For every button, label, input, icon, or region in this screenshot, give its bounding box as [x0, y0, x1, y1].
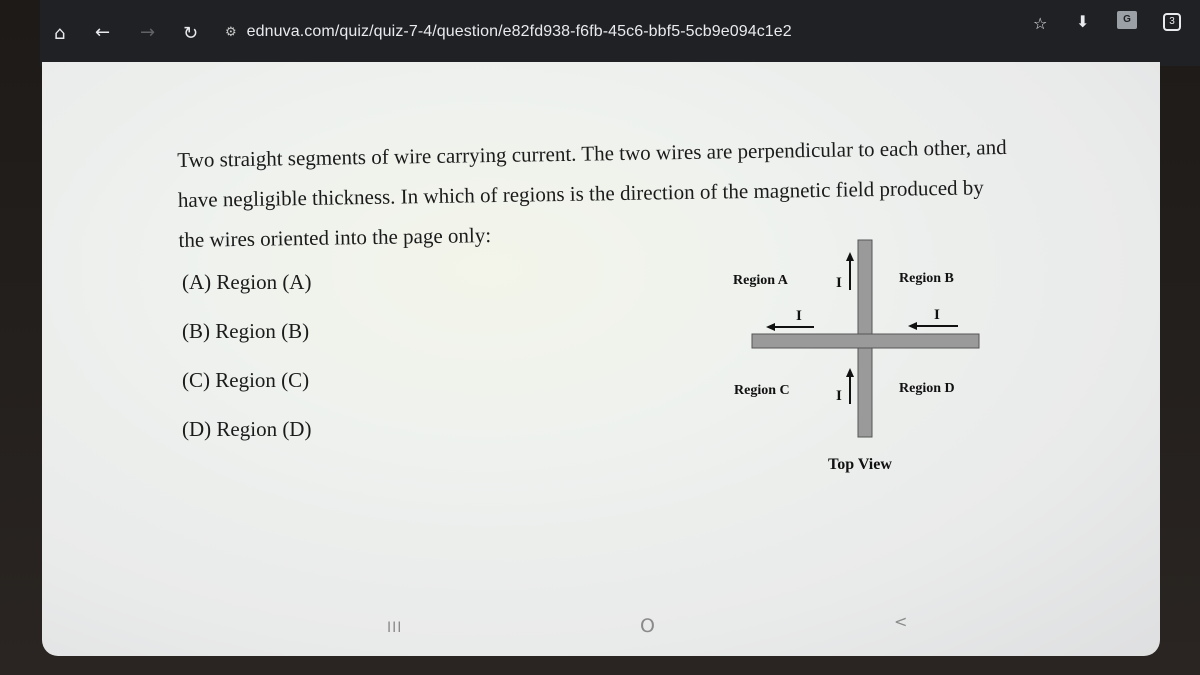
back-arrow-icon[interactable]: ← — [95, 22, 111, 43]
tab-switcher-button[interactable]: 3 — [1163, 13, 1181, 31]
option-d[interactable]: (D) Region (D) — [182, 417, 312, 441]
translate-icon[interactable]: G — [1117, 11, 1137, 29]
wire-diagram — [722, 232, 1042, 482]
region-d-label: Region D — [899, 381, 955, 396]
left-arrow-icon — [908, 322, 958, 330]
home-nav-icon[interactable]: O — [640, 615, 655, 637]
url-text[interactable]: ednuva.com/quiz/quiz-7-4/question/e82fd938-f6fb-45c6-bbf5-5cb9e094c1e2 — [246, 23, 792, 40]
bookmark-star-icon[interactable]: ☆ — [1033, 14, 1048, 33]
option-c[interactable]: (C) Region (C) — [182, 368, 310, 392]
back-nav-icon[interactable]: < — [894, 612, 908, 631]
answer-options — [182, 270, 311, 466]
horizontal-wire — [752, 334, 979, 348]
region-b-label: Region B — [899, 271, 954, 286]
up-arrow-icon — [846, 252, 854, 290]
current-label-left: I — [796, 308, 802, 324]
download-icon[interactable]: ⬇ — [1076, 12, 1090, 31]
region-c-label: Region C — [734, 383, 790, 398]
question-text: Two straight segments of wire carrying current. The two wires are perpendicular to each other, and have negligible thickness. In which of regions is the direction of the magnetic field produced by the wires oriented into the page only: — [177, 134, 1007, 252]
option-a[interactable]: (A) Region (A) — [182, 270, 312, 294]
recents-icon[interactable]: III — [387, 620, 403, 636]
quiz-page — [42, 62, 1160, 656]
region-a-label: Region A — [733, 273, 788, 288]
left-arrow-icon — [766, 323, 814, 331]
browser-toolbar — [40, 0, 1200, 66]
reload-icon[interactable]: ↻ — [183, 23, 199, 44]
option-b[interactable]: (B) Region (B) — [182, 319, 310, 343]
forward-arrow-icon[interactable]: → — [140, 22, 156, 43]
home-icon[interactable]: ⌂ — [54, 23, 66, 44]
up-arrow-icon — [846, 368, 854, 404]
site-settings-icon[interactable]: ⚙ — [225, 24, 237, 40]
address-bar[interactable] — [225, 18, 792, 46]
current-label-right: I — [934, 307, 940, 323]
diagram-caption: Top View — [828, 456, 892, 473]
current-label-bottom: I — [836, 388, 842, 404]
current-label-top: I — [836, 275, 842, 291]
